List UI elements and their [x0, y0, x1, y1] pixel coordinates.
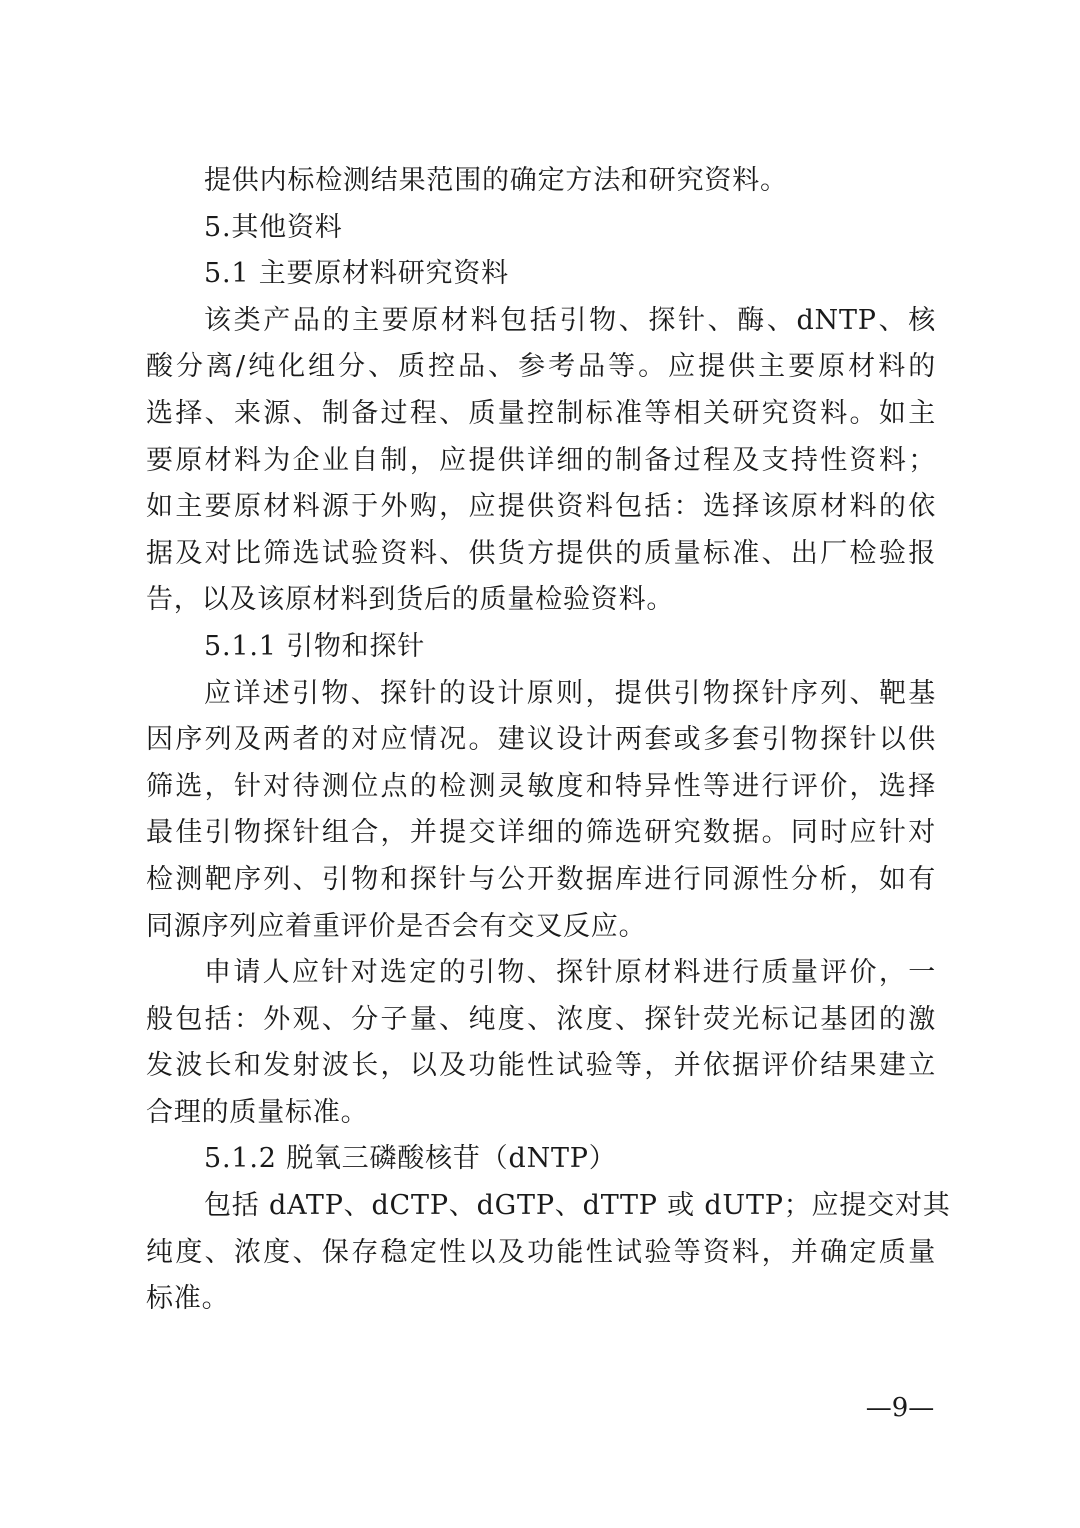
document-body	[146, 158, 951, 1323]
text-line: 5.1.1 引物和探针	[204, 630, 426, 662]
text-line: 应详述引物、探针的设计原则，提供引物探针序列、靶基	[204, 677, 936, 709]
text-line: 包括 dATP、dCTP、dGTP、dTTP 或 dUTP；应提交对其	[204, 1190, 951, 1222]
text-line: 申请人应针对选定的引物、探针原材料进行质量评价，一	[204, 957, 936, 989]
text-line: 如主要原材料源于外购，应提供资料包括：选择该原材料的依	[146, 491, 936, 523]
text-line: 般包括：外观、分子量、纯度、浓度、探针荧光标记基团的激	[146, 1003, 936, 1035]
text-line: 合理的质量标准。	[146, 1096, 369, 1128]
text-line: 告，以及该原材料到货后的质量检验资料。	[146, 584, 675, 616]
text-line: 提供内标检测结果范围的确定方法和研究资料。	[204, 165, 788, 196]
text-line: 同源序列应着重评价是否会有交叉反应。	[146, 910, 647, 942]
text-line: 因序列及两者的对应情况。建议设计两套或多套引物探针以供	[146, 724, 936, 756]
text-line: 5.其他资料	[204, 211, 343, 243]
text-line: 最佳引物探针组合，并提交详细的筛选研究数据。同时应针对	[146, 817, 936, 849]
text-line: 检测靶序列、引物和探针与公开数据库进行同源性分析，如有	[146, 863, 936, 895]
text-line: 纯度、浓度、保存稳定性以及功能性试验等资料，并确定质量	[146, 1236, 936, 1268]
text-line: 酸分离/纯化组分、质控品、参考品等。应提供主要原材料的	[146, 351, 936, 383]
text-line: 该类产品的主要原材料包括引物、探针、酶、dNTP、核	[204, 304, 936, 336]
text-line: 5.1 主要原材料研究资料	[204, 258, 509, 290]
text-line: 据及对比筛选试验资料、供货方提供的质量标准、出厂检验报	[146, 537, 936, 569]
text-line: 筛选，针对待测位点的检测灵敏度和特异性等进行评价，选择	[146, 770, 936, 802]
text-line: 5.1.2 脱氧三磷酸核苷（dNTP）	[204, 1143, 617, 1175]
text-line: 要原材料为企业自制，应提供详细的制备过程及支持性资料；	[146, 444, 936, 476]
text-line: 发波长和发射波长，以及功能性试验等，并依据评价结果建立	[146, 1050, 936, 1082]
page-number: —9—	[865, 1393, 935, 1423]
text-line: 选择、来源、制备过程、质量控制标准等相关研究资料。如主	[146, 397, 936, 429]
text-line: 标准。	[146, 1283, 230, 1315]
